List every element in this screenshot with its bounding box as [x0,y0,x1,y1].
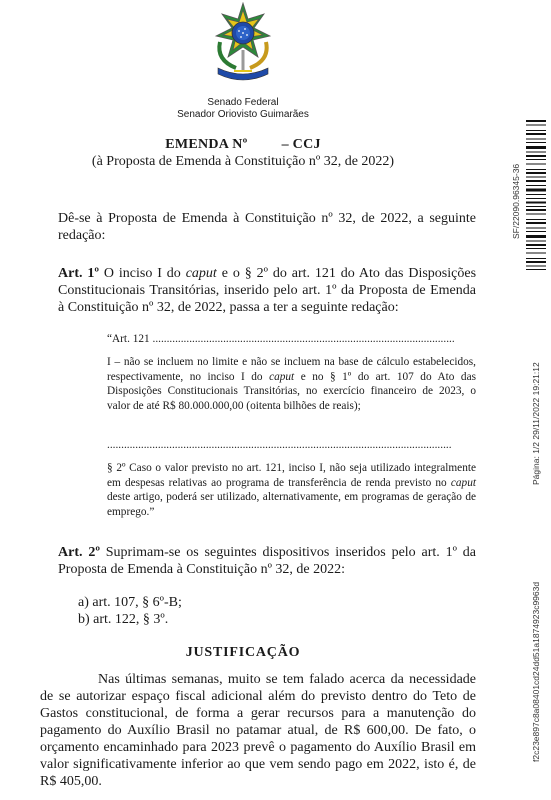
amendment-subtitle: (à Proposta de Emenda à Constituição nº 32, de 2022) [91,154,395,169]
intro-line-2: redação: [58,228,106,243]
institution-name: Senado Federal [207,97,279,108]
article-2-text: Suprimam-se os seguintes dispositivos inseridos pelo art. 1º da Proposta de Emenda à Constituição nº 32, de 2022: [58,545,476,577]
quote-paragraph-2 [107,461,476,519]
intro-paragraph [58,210,476,244]
article-1-paragraph [58,265,476,316]
document-hash: f2c23e897c8a08401cd24dd51a1874923c9963d [531,581,541,762]
brazil-coat-of-arms-icon [212,2,274,82]
article-2-label: Art. 2º [58,545,100,560]
article-2-paragraph [58,544,476,578]
list-item: a) art. 107, § 6º-B; [78,595,182,610]
quote-par2-text-a: § 2º Caso o valor previsto no art. 121, inciso I, não seja utilizado integralmente em despesas relativas ao programa de transferência de renda previsto no [107,462,476,489]
article-1-caput: caput [185,266,217,281]
quote-ellipsis-line: .......................................................................................................................... [107,439,452,451]
justification-paragraph: Nas últimas semanas, muito se tem falado acerca da necessidade de se autorizar espaço fiscal adicional além do previsto dentro do Teto de Gastos constitucional, de forma a gerar recursos para a manutenção do pagamento do Auxílio Brasil no patamar atual, de R$ 600,00. De fato, o orçamento encaminhado para 2023 prevê o pagamento do Auxílio Brasil em valor significativamente inferior ao que vem sendo pago em 2022, isto é, de R$ 405,00. [40,672,476,789]
barcode-icon [526,120,546,270]
quote-article-line: “Art. 121 ........................................................................................................... [107,333,455,345]
quote-inciso-caput: caput [269,370,295,383]
intro-line-1: Dê-se à Proposta de Emenda à Constituição nº 32, de 2022, a seguinte [58,211,476,226]
committee-label: – CCJ [281,137,321,152]
quote-par2-text-b: deste artigo, poderá ser utilizado, alternativamente, em programas de geração de emprego.” [107,491,476,518]
list-item: b) art. 122, § 3º. [78,612,169,627]
article-1-text-a: O inciso I do [99,266,186,281]
quote-inciso-text-b: e no § 1º do art. 107 do Ato das Disposições Constitucionais Transitórias, no exercício financeiro de 2023, o valor de até R$ 80.000.000,00 (oitenta bilhões de reais); [107,370,476,412]
document-code: SF/22090.96345-36 [511,163,521,239]
author-name: Senador Oriovisto Guimarães [177,109,309,120]
quote-par2-caput: caput [450,476,476,489]
article-1-text-b: e o § 2º do art. 121 do Ato das Disposições Constitucionais Transitórias, inserido pelo art. 1º da Proposta de Emenda à Constituição nº 32, de 2022, passa a ter a seguinte redação: [58,266,477,315]
amendment-title [0,137,486,153]
quote-inciso-text-a: I – não se incluem no limite e não se incluem na base de cálculo estabelecidos, respectivamente, no inciso I do [107,356,476,383]
amendment-label: EMENDA Nº [165,137,248,152]
article-1-label: Art. 1º [58,266,100,281]
justification-title: JUSTIFICAÇÃO [185,645,301,660]
quote-inciso-i [107,355,476,413]
page-timestamp: Página: 1/2 29/11/2022 19:21:12 [531,362,541,485]
